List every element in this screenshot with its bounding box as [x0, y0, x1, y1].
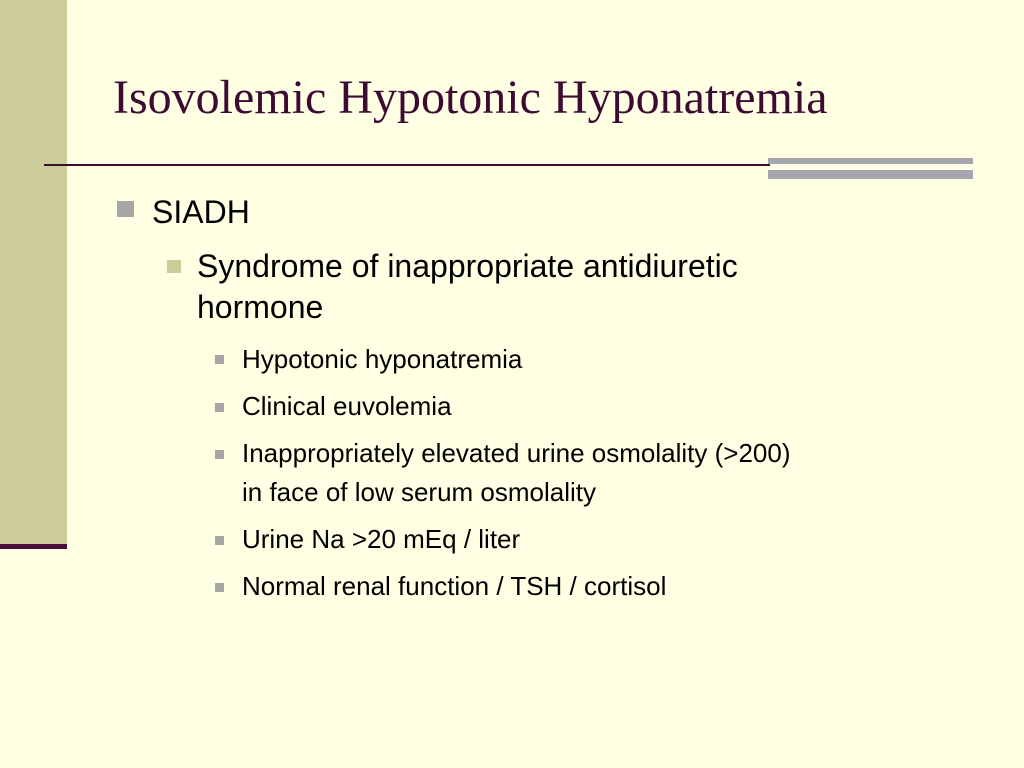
- square-bullet-icon: [215, 536, 224, 545]
- bullet-level3-item: Inappropriately elevated urine osmolality (>200): [242, 438, 791, 468]
- square-bullet-icon: [215, 450, 224, 459]
- bullet-level1-siadh: SIADH: [152, 194, 250, 230]
- bullet-level2-definition: Syndrome of inappropriate antidiuretic: [197, 248, 738, 284]
- square-bullet-icon: [215, 403, 224, 412]
- bullet-level3-item: Normal renal function / TSH / cortisol: [242, 571, 667, 601]
- bullet-level3-item: Hypotonic hyponatremia: [242, 344, 523, 374]
- slide-title: Isovolemic Hypotonic Hyponatremia: [113, 71, 828, 124]
- square-bullet-icon: [215, 355, 224, 364]
- bullet-level3-item: Clinical euvolemia: [242, 391, 452, 421]
- bullet-level3-item-cont: in face of low serum osmolality: [242, 477, 597, 507]
- bullet-level3-item: Urine Na >20 mEq / liter: [242, 524, 521, 554]
- bullet-level2-definition-cont: hormone: [197, 289, 324, 325]
- square-bullet-icon: [117, 201, 134, 217]
- square-bullet-icon: [215, 583, 224, 592]
- square-bullet-icon: [167, 260, 181, 273]
